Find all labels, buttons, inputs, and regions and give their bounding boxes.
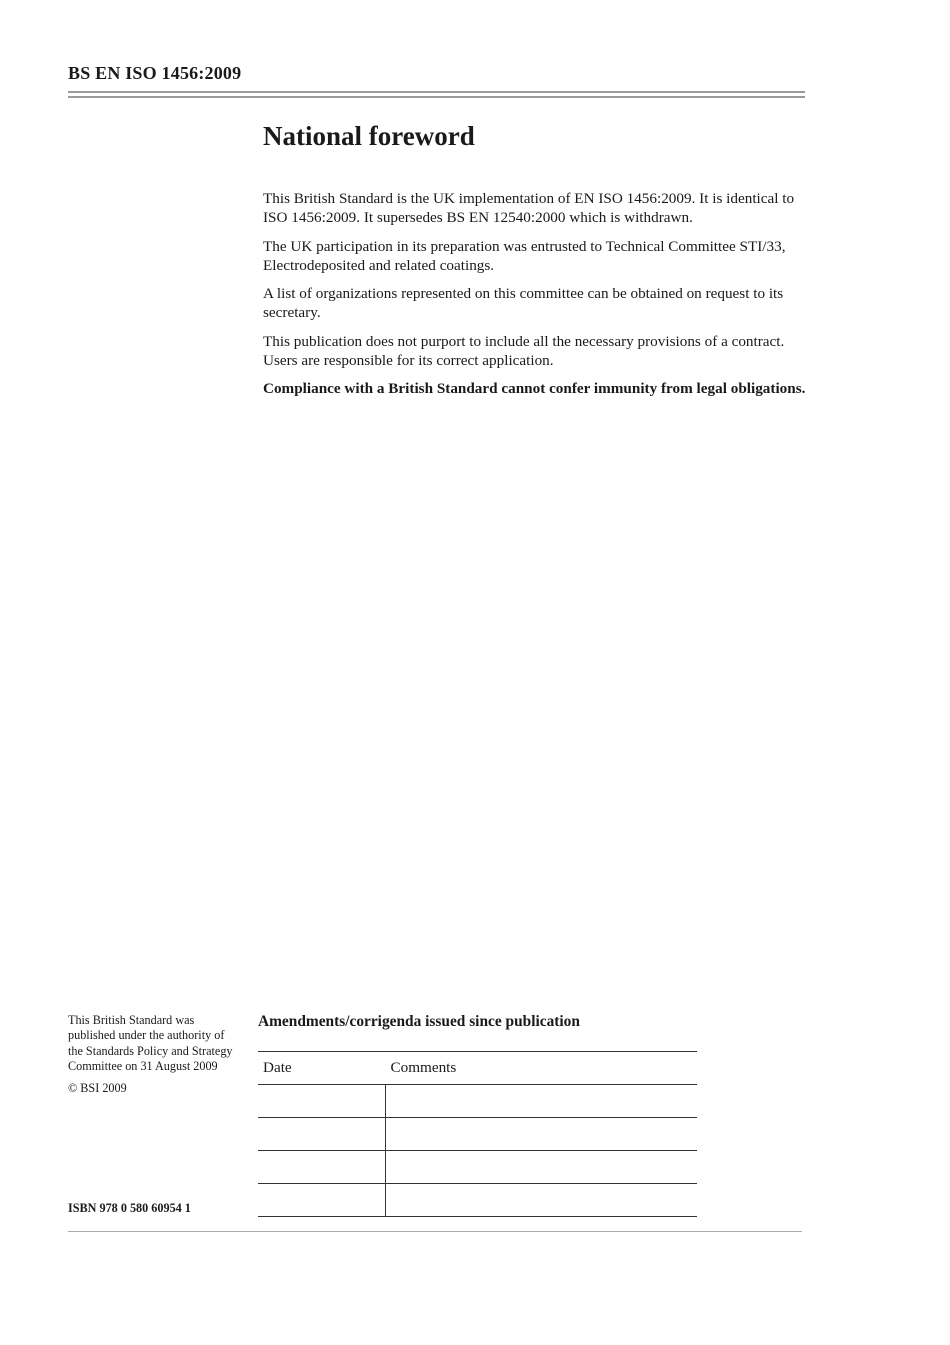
page-title: National foreword [263, 121, 475, 151]
comments-cell [386, 1085, 698, 1118]
date-cell [258, 1085, 386, 1118]
paragraph: The UK participation in its preparation was entrusted to Technical Committee STI/33, Electrodeposited and related coatings. [263, 237, 786, 274]
column-header-comments: Comments [386, 1052, 698, 1085]
comments-cell [386, 1151, 698, 1184]
isbn: ISBN 978 0 580 60954 1 [68, 1201, 191, 1215]
document-id: BS EN ISO 1456:2009 [68, 63, 242, 83]
table-header-row [258, 1052, 697, 1085]
comments-cell [386, 1118, 698, 1151]
compliance-note: Compliance with a British Standard cannot confer immunity from legal obligations. [263, 380, 806, 398]
paragraph: A list of organizations represented on this committee can be obtained on request to its secretary. [263, 285, 784, 322]
foreword-body [263, 189, 808, 408]
header-rule [68, 96, 805, 98]
paragraph: This publication does not purport to include all the necessary provisions of a contract. Users are responsible for its correct application. [263, 332, 785, 370]
amendments-title: Amendments/corrigenda issued since publication [258, 1013, 580, 1030]
table-row [258, 1151, 697, 1184]
amendments-table [258, 1051, 697, 1217]
date-cell [258, 1118, 386, 1151]
table-row [258, 1118, 697, 1151]
footer-rule [68, 1231, 802, 1232]
copyright: © BSI 2009 [68, 1081, 127, 1096]
header-rule [68, 91, 805, 93]
publication-sidebar [68, 1013, 233, 1103]
date-cell [258, 1184, 386, 1217]
column-header-date: Date [258, 1052, 386, 1085]
table-row [258, 1085, 697, 1118]
table-row [258, 1184, 697, 1217]
paragraph: This British Standard is the UK implementation of EN ISO 1456:2009. It is identical to ISO 1456:2009. It supersedes BS EN 12540:2000 which is withdrawn. [263, 190, 795, 227]
comments-cell [386, 1184, 698, 1217]
publication-note: This British Standard was published under the authority of the Standards Policy and Strategy Committee on 31 August 2009 [68, 1013, 233, 1073]
date-cell [258, 1151, 386, 1184]
